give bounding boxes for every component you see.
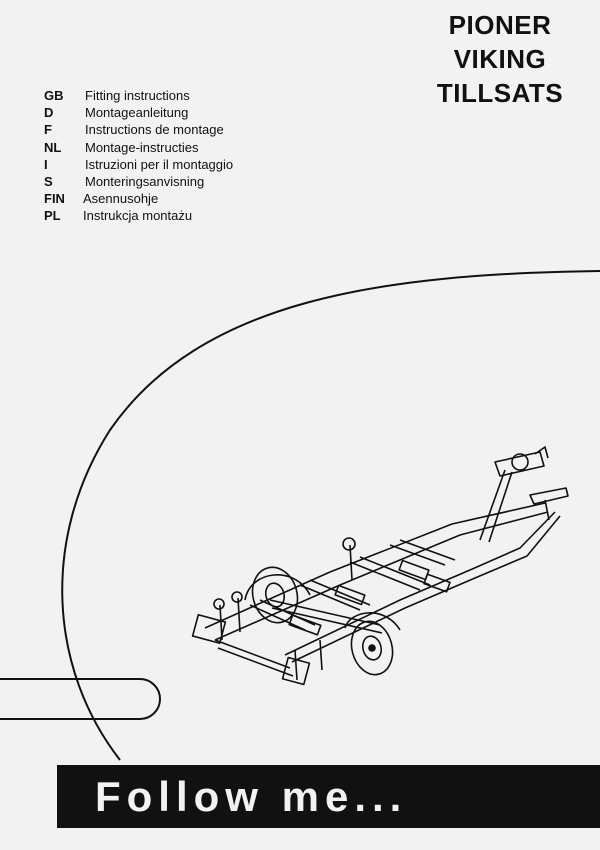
boat-trailer-illustration xyxy=(193,447,568,684)
lang-code: F xyxy=(44,122,52,138)
follow-me-banner xyxy=(57,765,600,828)
lang-code: D xyxy=(44,105,54,121)
decorative-tab xyxy=(0,679,160,719)
lang-text: Fitting instructions xyxy=(85,88,190,103)
title-line-1: PIONER xyxy=(448,10,552,40)
lang-text: Montageanleitung xyxy=(85,105,189,121)
lang-text: Instructions de montage xyxy=(85,122,224,138)
lang-code: S xyxy=(44,173,53,189)
title-line-3: TILLSATS xyxy=(436,78,564,108)
lang-code: GB xyxy=(44,88,64,103)
banner-text: Follow me... xyxy=(95,773,408,820)
title-line-2: VIKING xyxy=(453,44,547,74)
lang-text: Monteringsanvisning xyxy=(85,173,205,189)
lang-code: NL xyxy=(44,139,62,155)
lang-text: Montage-instructies xyxy=(85,139,199,155)
lang-text: Istruzioni per il montaggio xyxy=(85,156,234,172)
lang-text: Instrukcja montażu xyxy=(83,208,193,224)
lang-code: PL xyxy=(44,208,61,224)
decorative-arc xyxy=(62,271,600,760)
lang-text: Asennusohje xyxy=(83,191,159,207)
lang-code: I xyxy=(44,156,48,172)
lang-code: FIN xyxy=(44,191,65,207)
